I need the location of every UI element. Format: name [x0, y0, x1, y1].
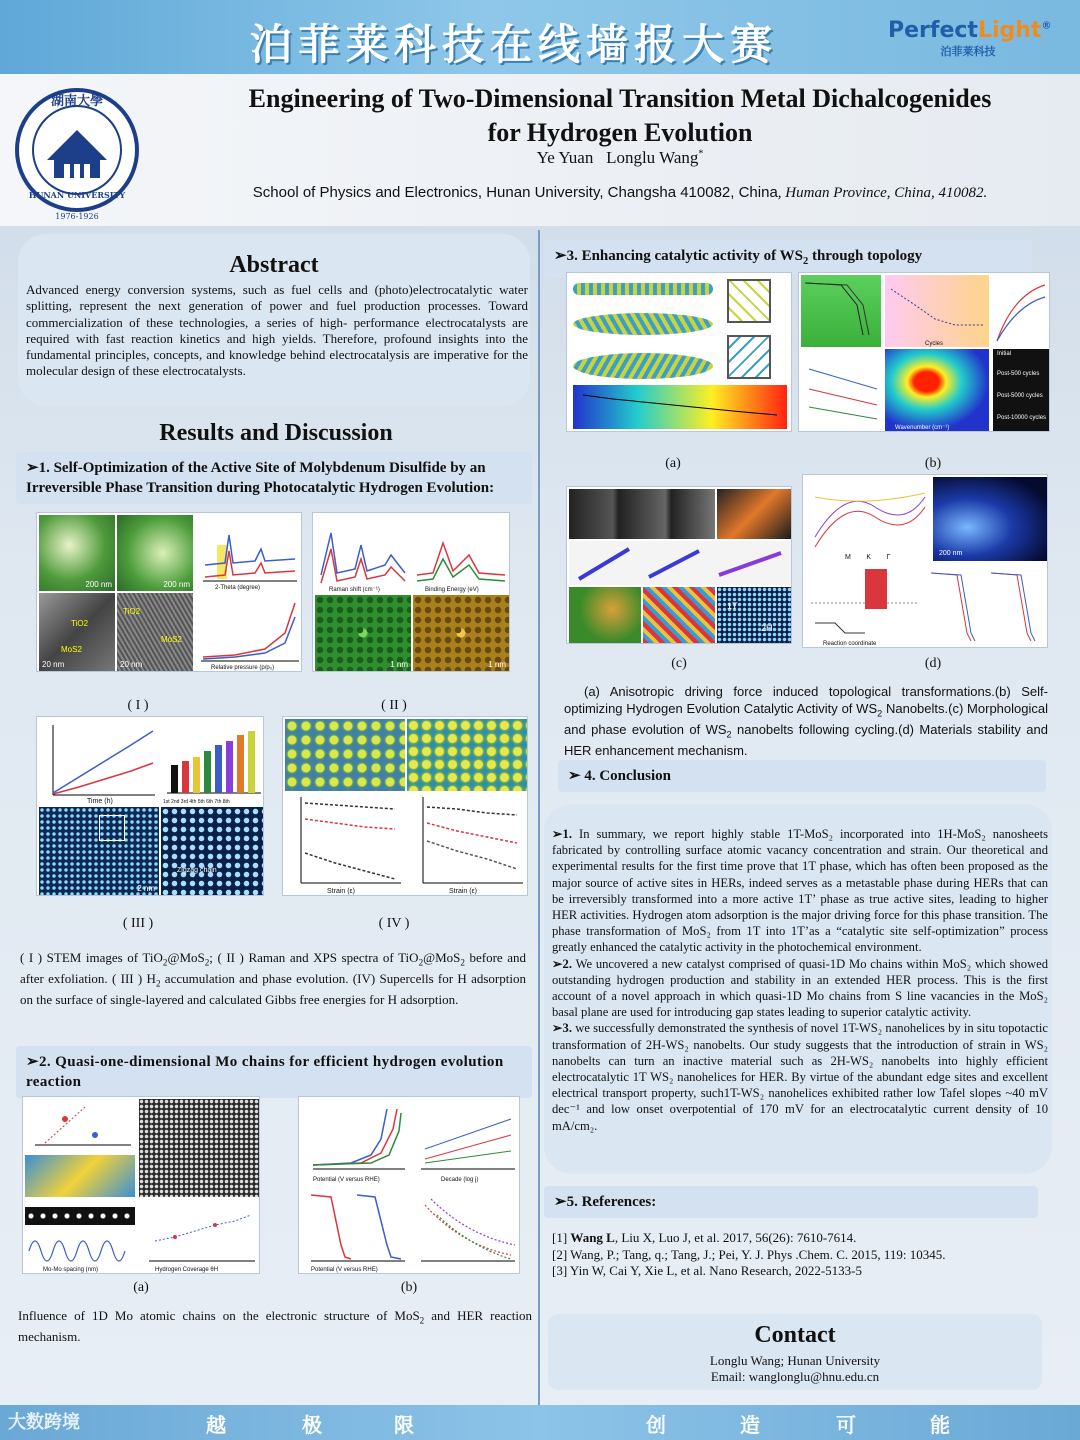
university-logo — [14, 80, 140, 225]
figure-2b — [298, 1096, 520, 1274]
figure-3a — [566, 272, 792, 432]
fig-2-label-a: (a) — [133, 1280, 149, 1295]
fig-II-c-scale: 1 nm — [390, 660, 408, 669]
brand-light: Light — [977, 18, 1042, 43]
figure-IV — [282, 716, 528, 896]
fig-II-raman — [315, 515, 411, 593]
bar-5 — [215, 745, 222, 793]
fig-2b-D — [411, 1185, 519, 1273]
watermark: 大数跨境 — [8, 1412, 80, 1433]
droplet-post5000: Post-5000 cycles — [997, 393, 1043, 399]
fig-label-I: ( I ) — [127, 698, 149, 713]
caption-3-part-1: (a) Anisotropic driving force induced topological transformations.(b) Self-optimizing Hydrogen Evolution Catalytic Activity of WS — [564, 684, 1048, 716]
footer-char-1: 越 — [206, 1413, 226, 1437]
caption-1-sub-b: 2 — [204, 957, 210, 968]
conclusion-p3-mark: ➢3. — [552, 1021, 572, 1036]
fig-3b-cycles-axis: Cycles — [925, 341, 944, 347]
poster-title — [170, 82, 1070, 150]
fig-3c-2h: 2H — [761, 623, 773, 633]
fig-I-b-scale: 200 nm — [163, 580, 190, 589]
fig-3b-heatmap-axis: Wavenumber (cm⁻¹) — [895, 425, 950, 431]
fig-3c-sem — [569, 489, 715, 539]
fig-3c-helix — [569, 541, 791, 585]
fig-II-d-scale: 1 nm — [488, 660, 506, 669]
fig-IV-d — [407, 793, 527, 895]
caption-3-sub-1: 2 — [877, 708, 883, 719]
fig-I-c-tio2: TiO2 — [71, 619, 89, 628]
figure-2a — [22, 1096, 260, 1274]
affiliation-text: School of Physics and Electronics, Hunan University, Changsha 410082, China — [252, 184, 778, 201]
author-1: Ye Yuan — [536, 148, 594, 167]
fig-2b-A-axis: Potential (V versus RHE) — [313, 1177, 380, 1183]
fig-3a-ribbon-b — [573, 313, 713, 335]
brand-logo — [888, 18, 1052, 62]
caption-1-sub-a: 2 — [162, 957, 168, 968]
fig-3c-map — [643, 587, 715, 643]
bar-7 — [237, 735, 244, 793]
fig-2a-E-axis: Hydrogen Coverage θH — [155, 1267, 219, 1273]
fig-III-a-plot — [39, 719, 159, 805]
fig-3b-slopes — [801, 349, 881, 431]
bar-1 — [171, 765, 178, 793]
fig-I-a-scale: 200 nm — [85, 580, 112, 589]
fig-3d-energy — [805, 563, 925, 647]
fig-III-a — [39, 719, 159, 805]
footer-char-4: 创 — [646, 1413, 666, 1437]
fig-I-c — [39, 593, 115, 671]
fig-I-d — [117, 593, 193, 671]
title-line-1: Engineering of Two-Dimensional Transition Metal Dichalcogenides — [248, 84, 992, 113]
fig-II-raman-axis: Raman shift (cm⁻¹) — [329, 587, 380, 593]
figure-3c — [566, 486, 792, 644]
fig-3d-energy-axis: Reaction coordinate — [823, 641, 877, 647]
fig-label-II: ( II ) — [381, 698, 407, 713]
fig-II-c — [315, 595, 411, 671]
references-list — [552, 1230, 1042, 1280]
caption-3-part-2: Nanobelts.(c) Morphological and phase evolution of WS — [564, 700, 1048, 737]
contact-heading: Contact — [754, 1322, 836, 1348]
logo-years: 1976-1926 — [55, 212, 99, 221]
fig-3-label-d: (d) — [924, 656, 942, 671]
fig-III-b-bars — [161, 719, 263, 805]
fig-3a-cell-d — [727, 279, 771, 323]
fig-label-III: ( III ) — [122, 916, 154, 931]
fig-2a-E — [139, 1201, 259, 1273]
fig-2b-B-axis: Decade (log j) — [441, 1177, 479, 1183]
fig-II-xps-axis: Binding Energy (eV) — [425, 587, 479, 593]
conclusion-p1 — [552, 826, 1048, 956]
caption-1-part-a: ( I ) STEM images of TiO — [20, 950, 163, 965]
fig-2a-A — [25, 1099, 135, 1153]
footer-char-3: 限 — [394, 1413, 414, 1437]
fig-I-bet — [195, 593, 301, 671]
droplet-initial: Initial — [997, 351, 1012, 357]
fig-III-c — [39, 807, 159, 895]
bar-6 — [226, 741, 233, 793]
section-1-heading: ➢1. Self-Optimization of the Active Site of Molybdenum Disulfide by an Irreversible Phase Transition during Photocatalytic Hydrogen Evolution: — [16, 452, 532, 504]
fig-3b-heatmap — [885, 349, 989, 431]
fig-IV-c-axis: Strain (ε) — [327, 888, 356, 895]
bar-3 — [193, 757, 200, 793]
conclusion-heading: ➢ 4. Conclusion — [558, 760, 1046, 792]
brand-perfect: Perfect — [888, 18, 978, 43]
brand-name — [888, 18, 1052, 43]
caption-1-sub-c: 2 — [418, 957, 424, 968]
caption-2-part-a: Influence of 1D Mo atomic chains on the electronic structure of MoS — [18, 1308, 420, 1323]
fig-I-c-mos2: MoS2 — [61, 645, 82, 654]
fig-I-c-scale: 20 nm — [42, 660, 65, 669]
conclusion-p3 — [552, 1020, 1048, 1133]
fig-I-d-scale: 20 nm — [120, 660, 143, 669]
banner-title: 泊菲莱科技在线墙报大赛 — [250, 20, 779, 69]
caption-1-part-b: @MoS — [167, 950, 205, 965]
conclusion-p2-text: We uncovered a new catalyst comprised of quasi-1D Mo chains within MoS₂ which showed outstanding hydrogen production and stability in an extended HER process. This is the first account of a novel approach in which quasi-1D Mo chains from S line vacancies in the MoS₂ basal plane are used for introducing gap states leading to superior catalytic activity. — [552, 956, 1048, 1020]
conclusion-p2 — [552, 956, 1048, 1021]
fig-3b-lsv — [801, 275, 881, 347]
fig-3d-phonon — [805, 477, 929, 561]
section-2-caption — [18, 1308, 532, 1345]
reference-1-author: Wang L — [570, 1230, 615, 1245]
caption-2-sub: 2 — [419, 1315, 425, 1326]
contact-email: Email: wanglonglu@hnu.edu.cn — [710, 1369, 880, 1384]
fig-I-d-mos2: MoS2 — [161, 635, 182, 644]
affiliation-italic: , Human Province, China, 410082. — [777, 185, 988, 201]
footer-char-2: 极 — [302, 1413, 322, 1437]
caption-2-part-b: and HER reaction mechanism. — [18, 1308, 532, 1344]
fig-IV-c — [285, 793, 405, 895]
fig-2a-B — [25, 1155, 135, 1197]
fig-2a-D-axis: Mo-Mo spacing (nm) — [43, 1267, 99, 1273]
figure-3d — [802, 474, 1048, 648]
fig-IV-c-plot — [285, 793, 405, 895]
droplet-post500: Post-500 cycles — [997, 371, 1040, 377]
logo-bottom-text: HUNAN UNIVERSITY — [28, 190, 126, 200]
fig-2a-C — [139, 1099, 259, 1197]
fig-3c-tem — [717, 489, 791, 539]
fig-3d-fluor-scale: 200 nm — [939, 550, 963, 557]
title-line-2: for Hydrogen Evolution — [487, 118, 753, 147]
fig-2b-A — [301, 1099, 409, 1183]
fig-III-b — [161, 719, 263, 805]
fig-I-d-tio2: TiO2 — [123, 607, 141, 616]
fig-IV-b — [407, 719, 527, 791]
contact-name: Longlu Wang; Hunan University — [709, 1353, 881, 1368]
fig-3-label-a: (a) — [665, 456, 681, 471]
fig-label-IV: ( IV ) — [378, 916, 410, 931]
bar-2 — [182, 761, 189, 793]
fig-I-a — [39, 515, 115, 591]
fig-IV-a — [285, 719, 405, 791]
fig-2b-B — [411, 1099, 519, 1183]
footer-char-6: 可 — [836, 1413, 856, 1437]
caption-3-sub-2: 2 — [726, 729, 732, 740]
conclusion-text — [552, 826, 1048, 1134]
conclusion-p1-mark: ➢1. — [552, 827, 572, 841]
fig-I-b — [117, 515, 193, 591]
droplet-post10000: Post-10000 cycles — [997, 415, 1047, 421]
fig-3a-ribbon-c — [573, 353, 713, 379]
footer-char-7: 能 — [930, 1413, 950, 1437]
section-1-caption — [20, 950, 526, 1008]
fig-2-label-b: (b) — [400, 1280, 418, 1295]
conclusion-p3-text: we successfully demonstrated the synthesis of novel 1T-WS₂ nanohelices by in situ topotactic transformation of 2H-WS₂ nanobelts. Our study suggests that the introduction of strain in WS₂ nanobelts can turn an inactive material such as 2H-WS₂ nanobelts into highly efficient electrocatalytic 1T WS₂ nanohelices for HER. By virtue of the abundant edge sites and excellent electrical transport property, such1T-WS₂ nanohelices exhibited rather low Tafel slopes ~40 mV dec⁻¹ and low onset overpotential of 170 mV for an electrocatalytic current density of 10 mA/cm₂. — [552, 1021, 1048, 1133]
fig-3b-droplets — [993, 349, 1049, 431]
column-divider — [538, 230, 540, 1405]
author-2: Longlu Wang — [606, 148, 699, 167]
bar-4 — [204, 751, 211, 793]
fig-IV-d-axis: Strain (ε) — [449, 888, 478, 895]
abstract-heading: Abstract — [229, 252, 319, 278]
fig-III-c-scale: 2 nm — [137, 884, 155, 893]
figure-III — [36, 716, 264, 896]
caption-1-sub-e: 2 — [155, 978, 161, 989]
fig-III-a-axis: Time (h) — [87, 798, 113, 805]
reference-1-num: [1] — [552, 1230, 571, 1245]
figure-I — [36, 512, 302, 672]
conclusion-p2-mark: ➢2. — [552, 956, 572, 971]
section-3-caption — [564, 684, 1048, 759]
fig-3a-gradient — [573, 385, 787, 429]
caption-1-part-f: accumulation and phase evolution. (IV) Supercells for H adsorption on the surface of single-layered and calculated Gibbs free energies for H adsorption. — [20, 970, 526, 1007]
fig-IV-d-plot — [407, 793, 527, 895]
fig-I-bet-axis: Relative pressure (p/p₀) — [211, 665, 275, 671]
fig-III-d-zigzag: Zigzag chain — [177, 867, 217, 874]
fig-3a-ribbon-a — [573, 283, 713, 295]
abstract-text: Advanced energy conversion systems, such as fuel cells and (photo)electrocatalytic water splitting, represent the next generation of power and fuel production processes. Toward commercialization of these technologies, a series of high- performance electrocatalysts are required with fast reaction kinetics and high yields. Therefore, profound insights into the fundamental principles, concepts, and knowledge behind electrocatalysis are imperative for the molecular design of these electrocatalysts. — [26, 282, 528, 379]
conclusion-p1-text: In summary, we report highly stable 1T-MoS₂ incorporated into 1H-MoS₂ nanosheets fabricated by controlling surface atomic vacancy concentration and strain. Our theoretical and experimental results for the first time prove that 1T phase, which has often been proposed as the major source of active sites in HERs, indeed serves as a metastable phase during HERs that can be irreversibly transformed into a more active 1T’ phase as true active sites, leading to higher HER activities. Hydrogen atom adsorption is the major driving force for this phase transition. The phase transformation of MoS₂ from 1T into 1T’as a “catalytic site self-optimization” process greatly enhanced the catalytic activity in the photochemical environment. — [552, 827, 1048, 955]
fig-I-xrd — [195, 515, 301, 591]
fig-III-b-axis: 1st 2nd 3rd 4th 5th 6th 7th 8th — [163, 799, 230, 805]
caption-1-part-d: @MoS — [423, 950, 461, 965]
fig-3-label-c: (c) — [671, 656, 687, 671]
results-heading: Results and Discussion — [159, 420, 393, 446]
fig-3-label-b: (b) — [924, 456, 942, 471]
section-3-heading-sub: 2 — [802, 256, 809, 267]
reference-2: [2] Wang, P.; Tang, q.; Tang, J.; Pei, Y. J. Phys .Chem. C. 2015, 119: 10345. — [552, 1246, 946, 1262]
footer-bar — [0, 1405, 1080, 1440]
footer-char-5: 造 — [740, 1413, 760, 1437]
fig-3d-fluor — [933, 477, 1047, 561]
fig-III-d — [161, 807, 263, 895]
caption-3-part-3: nanobelts following cycling.(d) Materials stability and HER enhancement mechanism. — [564, 721, 1048, 758]
caption-1-sub-d: 2 — [460, 957, 465, 968]
fig-II-d — [413, 595, 509, 671]
authors — [170, 148, 1070, 168]
caption-1-part-e: before and after exfoliation. ( III ) H — [20, 950, 527, 986]
fig-I-xrd-axis: 2-Theta (degree) — [215, 585, 261, 591]
bar-8 — [248, 731, 255, 793]
fig-3c-afm — [569, 587, 641, 643]
fig-3b-cycles — [885, 275, 989, 347]
fig-2b-C — [301, 1185, 409, 1273]
references-heading: ➢5. References: — [544, 1186, 1038, 1218]
fig-2b-C-axis: Potential (V versus RHE) — [311, 1267, 378, 1273]
fig-III-c-box — [99, 815, 125, 841]
brand-registered: ® — [1041, 20, 1052, 32]
logo-top-text: 湖南大學 — [50, 94, 104, 109]
fig-3d-phonon-axis: M K Γ — [845, 554, 891, 561]
section-2-heading: ➢2. Quasi-one-dimensional Mo chains for efficient hydrogen evolution reaction — [16, 1046, 532, 1098]
fig-II-xps — [413, 515, 509, 593]
fig-3c-hrtem — [717, 587, 791, 643]
affiliation — [170, 184, 1070, 202]
fig-2a-D — [25, 1201, 135, 1273]
figure-II — [312, 512, 510, 672]
section-3-heading-b: through topology — [808, 248, 923, 264]
fig-3b-tafel — [993, 275, 1049, 347]
reference-1 — [552, 1230, 1042, 1247]
fig-3a-cell-e — [727, 335, 771, 379]
section-3-heading-a: ➢3. Enhancing catalytic activity of WS — [554, 248, 803, 264]
caption-1-part-c: ; ( II ) Raman and XPS spectra of TiO — [209, 950, 419, 965]
reference-3: [3] Yin W, Cai Y, Xie L, et al. Nano Research, 2022-5133-5 — [552, 1263, 863, 1278]
reference-1-rest: , Liu X, Luo J, et al. 2017, 56(26): 7610-7614. — [614, 1230, 857, 1245]
corresponding-mark: * — [698, 148, 704, 160]
fig-3d-lsv — [927, 563, 1047, 647]
figure-3b — [798, 272, 1050, 432]
brand-subtitle: 泊菲莱科技 — [940, 45, 996, 58]
fig-3c-1t: 1T — [727, 601, 738, 611]
